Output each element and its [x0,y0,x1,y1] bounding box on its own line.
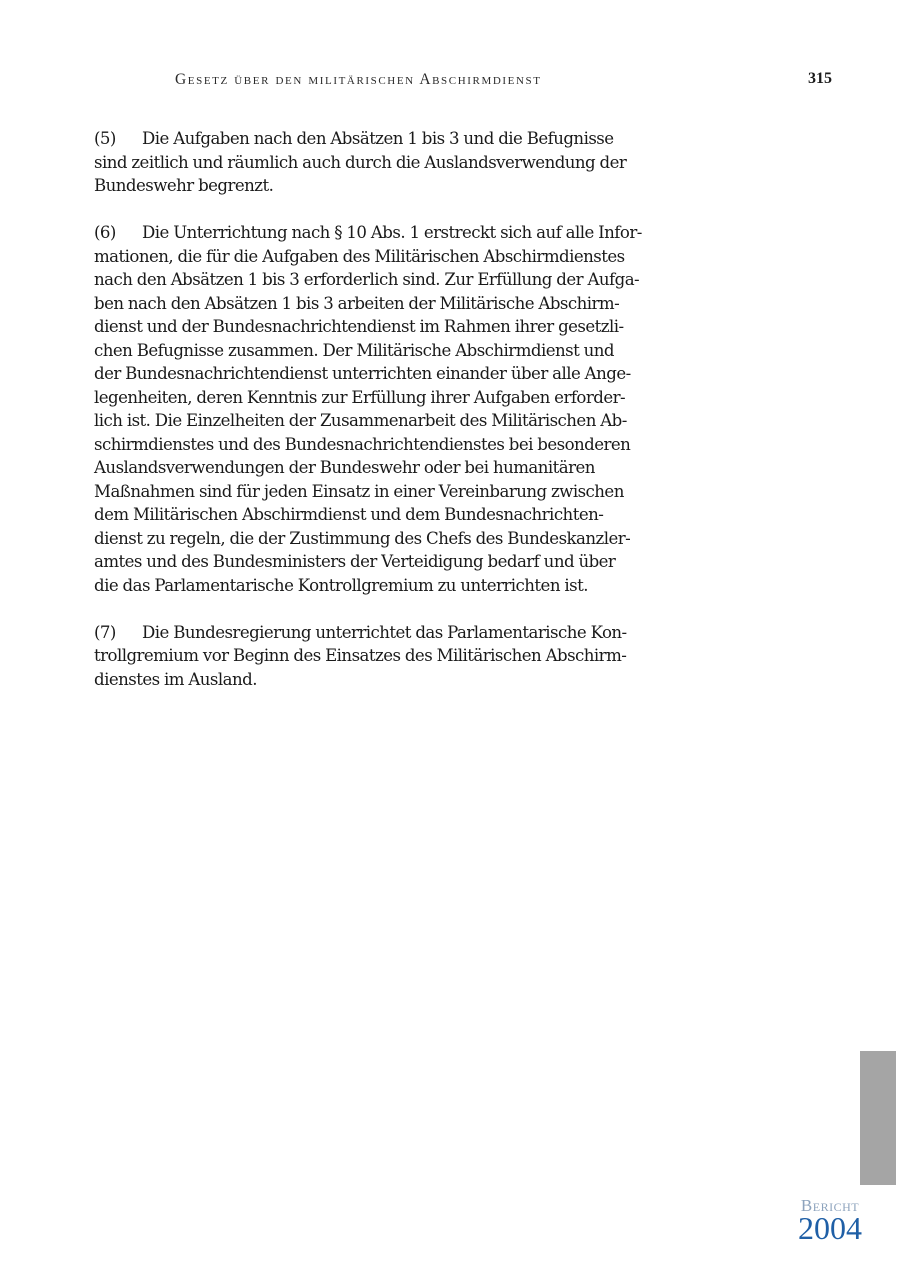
paragraph-number: (6) [94,223,116,242]
text-line: nach den Absätzen 1 bis 3 erforderlich sind. Zur Erfüllung der Aufga- [94,270,640,289]
paragraph-first-line [94,621,660,645]
text-line: sind zeitlich und räumlich auch durch die Auslandsverwendung der [94,152,627,172]
running-head-title: Gesetz über den militärischen Abschirmdienst [175,71,542,88]
text-line: dem Militärischen Abschirmdienst und dem Bundesnachrichten- [94,505,604,524]
text-line: mationen, die für die Aufgaben des Militärischen Abschirmdienstes [94,246,625,266]
text-line: dienst und der Bundesnachrichtendienst im Rahmen ihrer gesetzli- [94,317,624,336]
text-line: trollgremium vor Beginn des Einsatzes des Militärischen Abschirm- [94,646,627,665]
text-line: ben nach den Absätzen 1 bis 3 arbeiten der Militärische Abschirm- [94,293,620,313]
paragraph-first-line [94,221,660,245]
page-number: 315 [808,70,832,87]
text-line: Bundeswehr begrenzt. [94,176,274,195]
text-line: der Bundesnachrichtendienst unterrichten einander über alle Ange- [94,364,631,383]
text-line: amtes und des Bundesministers der Verteidigung bedarf und über [94,552,616,571]
text-line: chen Befugnisse zusammen. Der Militärische Abschirmdienst und [94,340,614,360]
brand-year: 2004 [798,1210,862,1246]
text-line: Auslandsverwendungen der Bundeswehr oder bei humanitären [94,458,595,477]
thumb-index-tab [860,1051,896,1185]
text-line: lich ist. Die Einzelheiten der Zusammenarbeit des Militärischen Ab- [94,411,627,430]
text-line: Die Unterrichtung nach § 10 Abs. 1 erstreckt sich auf alle Infor- [142,223,642,242]
text-line: legenheiten, deren Kenntnis zur Erfüllung ihrer Aufgaben erforder- [94,387,626,407]
paragraph-7 [94,621,660,692]
paragraph-number: (5) [94,129,116,148]
paragraph-6 [94,221,660,597]
text-line: Die Bundesregierung unterrichtet das Parlamentarische Kon- [142,622,627,642]
paragraph-first-line [94,127,660,151]
body-text [94,127,660,715]
text-line: Maßnahmen sind für jeden Einsatz in einer Vereinbarung zwischen [94,481,624,501]
paragraph-number: (7) [94,622,116,642]
report-brand-logo [790,1196,870,1246]
paragraph-5 [94,127,660,198]
text-line: schirmdienstes und des Bundesnachrichtendienstes bei besonderen [94,434,631,454]
text-line: dienstes im Ausland. [94,669,257,689]
text-line: die das Parlamentarische Kontrollgremium zu unterrichten ist. [94,575,588,595]
text-line: Die Aufgaben nach den Absätzen 1 bis 3 und die Befugnisse [142,129,614,148]
text-line: dienst zu regeln, die der Zustimmung des Chefs des Bundeskanzler- [94,528,631,548]
brand-word: Bericht [800,1196,860,1215]
